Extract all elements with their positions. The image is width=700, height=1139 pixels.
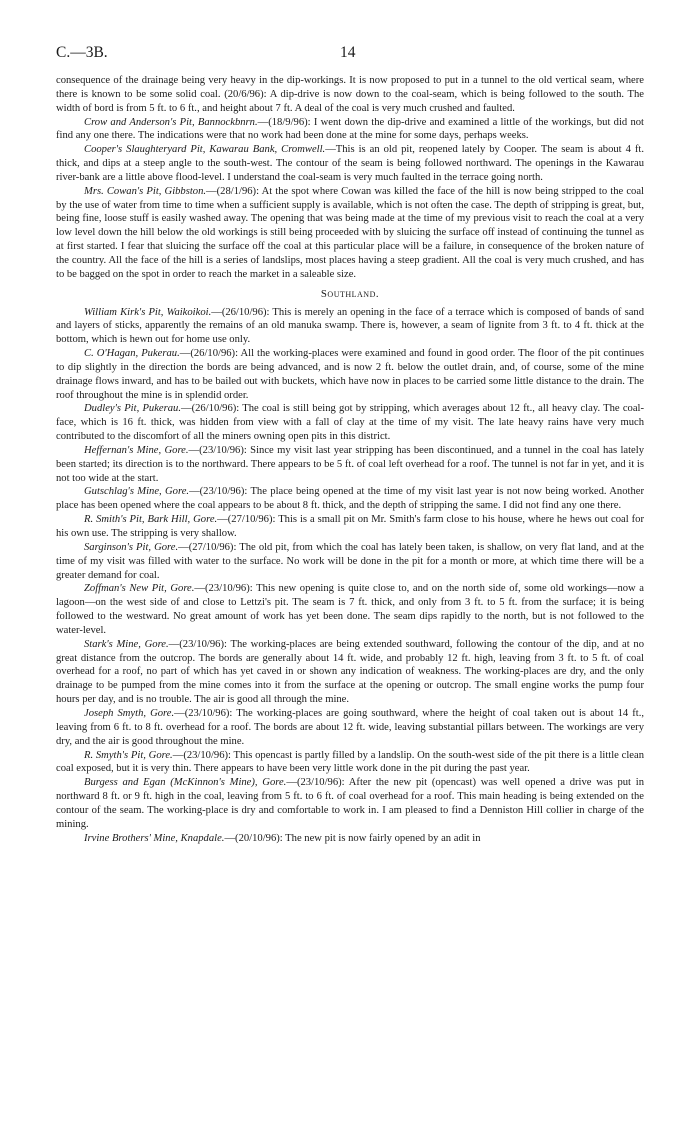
page-number: 14 bbox=[340, 44, 356, 61]
paragraph-title: Joseph Smyth, Gore. bbox=[84, 707, 175, 719]
document-reference: C.—3B. bbox=[56, 44, 108, 61]
paragraphs-after-section bbox=[56, 306, 644, 846]
paragraph-text: —(23/10/96): After the new pit (opencast) was well opened a drive was put in northward 8 ft. or 9 ft. high in the coal, leaving from 5 ft. to 6 ft. of coal overhead for a roof. This main heading is being extended on the contour of the seam. The working-place is dry and comfortable to work in. I am pleased to find a Denniston Hill collier in charge of the mining. bbox=[56, 777, 644, 830]
paragraph-title: Sarginson's Pit, Gore. bbox=[84, 541, 179, 553]
paragraph bbox=[56, 707, 644, 749]
paragraph bbox=[56, 485, 644, 513]
paragraph-text: —(23/10/96): The working-places are going southward, where the height of coal taken out is about 14 ft., leaving from 6 ft. to 8 ft. overhead for a roof. The bords are about 12 ft. wide, leaving substantial pillars between. The workings are very dry, and the air is good throughout the mine. bbox=[56, 707, 644, 747]
paragraph-title: Heffernan's Mine, Gore. bbox=[84, 444, 189, 456]
paragraph bbox=[56, 402, 644, 444]
paragraph bbox=[56, 832, 644, 846]
paragraph bbox=[56, 347, 644, 402]
paragraph-title: Dudley's Pit, Pukerau. bbox=[84, 403, 181, 415]
paragraph-title: Zoffman's New Pit, Gore. bbox=[84, 583, 195, 595]
paragraph bbox=[56, 143, 644, 185]
paragraphs-before-section bbox=[56, 74, 644, 282]
paragraph-text: —(23/10/96): The place being opened at the time of my visit last year is not now being worked. Another place has been opened where the coal appears to be about 8 ft. thick, and the depth of stripping the same. I did not find any one there. bbox=[56, 486, 644, 512]
paragraph-text: —(18/9/96): I went down the dip-drive and examined a little of the workings, but did not find any one there. The indications were that no work had been done at the mine for some days, perhaps weeks. bbox=[56, 116, 644, 142]
paragraph-title: Irvine Brothers' Mine, Knapdale. bbox=[84, 832, 225, 844]
paragraph-text: —(26/10/96): The coal is still being got by stripping, which averages about 12 ft., all heavy clay. The coal-face, which is 16 ft. thick, was hidden from view with a fall of clay at the time of my visit. The late heavy rains have very much contributed to the discomfort of all the miners owning open pits in this district. bbox=[56, 403, 644, 443]
paragraph bbox=[56, 513, 644, 541]
page-header bbox=[56, 44, 644, 74]
paragraph-title: C. O'Hagan, Pukerau. bbox=[84, 348, 180, 360]
paragraph-text: —(28/1/96): At the spot where Cowan was killed the face of the hill is now being stripped to the coal by the use of water from time to time when a sufficient supply is available, which is not often the case. The depth of stripping is great, but, being fine, loose stuff is easily washed away. The opening that was being made at the time of my previous visit to reach the coal at a very low level down the hill below the old workings is still being proceeded with by sluicing the surface off instead of continuing the tunnel as at first started. I fear that sluicing the surface off the coal at this particular place will be a failure, in consequence of the broken nature of the country. All the face of the hill is a series of landslips, most places having a steep gradient. All the coal is very much crushed, and has to be bagged on the spot in order to reach the market in a saleable size. bbox=[56, 185, 644, 280]
paragraph-title: Mrs. Cowan's Pit, Gibbston. bbox=[84, 185, 207, 197]
paragraph-text: —This is an old pit, reopened lately by Cooper. The seam is about 4 ft. thick, and dips at a steep angle to the south-west. The contour of the seam is being followed northward. The openings in the Kawarau river-bank are a little above flood-level. I understand the coal-seam is very much faulted in the terrace going north. bbox=[56, 144, 644, 183]
paragraph bbox=[56, 116, 644, 144]
paragraph bbox=[56, 582, 644, 637]
paragraph-title: Cooper's Slaughteryard Pit, Kawarau Bank, Cromwell. bbox=[84, 144, 326, 156]
paragraph-title: Crow and Anderson's Pit, Bannockbnrn. bbox=[84, 116, 258, 128]
paragraph-text: —(26/10/96): All the working-places were examined and found in good order. The floor of the pit continues to dip slightly in the direction the bords are being advanced, and is now 2 ft. below the outlet drain, and, of course, some of the mine drainage flows inward, and has to be bailed out with buckets, which have now in places to be carried some little distance to the drain. The roof throughout the mine is in splendid order. bbox=[56, 348, 644, 401]
paragraph-text: —(26/10/96): This is merely an opening in the face of a terrace which is composed of bands of sand and layers of sticks, apparently the remains of an old manuka swamp. There is, however, a seam of lignite from 3 ft. to 4 ft. thick at the bottom, which is hewn out for home use only. bbox=[56, 306, 644, 346]
paragraph-text: —(23/10/96): This new opening is quite close to, and on the north side of, some old workings—now a lagoon—on the west side of and close to Lettzi's pit. The seam is 7 ft. thick, and only from 3 ft. to 5 ft. from the surface; it is being followed to the westward. No great amount of work has yet been done. The seam dips rapidly to the north, but is not followed to the water-level. bbox=[56, 583, 644, 636]
paragraph bbox=[56, 306, 644, 348]
paragraph bbox=[56, 749, 644, 777]
paragraph-title: William Kirk's Pit, Waikoikoi. bbox=[84, 306, 212, 318]
paragraph-text: —(23/10/96): Since my visit last year stripping has been discontinued, and a tunnel in the coal has lately been started; its direction is to the northward. There appears to be 5 ft. of coal left overhead for a roof. The tunnel is not far in yet, and it is not too wide at the start. bbox=[56, 444, 644, 484]
document-page bbox=[56, 44, 644, 845]
document-body bbox=[56, 74, 644, 845]
paragraph-text: —(27/10/96): The old pit, from which the coal has lately been taken, is shallow, on very flat land, and at the time of my visit was filled with water to the surface. No work will be done in the pit for a month or more, at which time there will be a greater demand for coal. bbox=[56, 541, 644, 581]
paragraph-text: consequence of the drainage being very heavy in the dip-workings. It is now proposed to put in a tunnel to the old vertical seam, where there is known to be some solid coal. (20/6/96): A dip-drive is now down to the coal-seam, which is being followed to the south. The width of bord is from 5 ft. to 6 ft., and height about 7 ft. A deal of the coal is very much crushed and faulted. bbox=[56, 75, 644, 114]
paragraph-title: Gutschlag's Mine, Gore. bbox=[84, 486, 190, 498]
paragraph-title: Burgess and Egan (McKinnon's Mine), Gore. bbox=[84, 777, 287, 789]
paragraph-title: R. Smyth's Pit, Gore. bbox=[84, 749, 173, 761]
paragraph bbox=[56, 776, 644, 831]
section-heading: Southland. bbox=[320, 287, 380, 300]
paragraph bbox=[56, 185, 644, 282]
paragraph bbox=[56, 541, 644, 583]
paragraph-title: Stark's Mine, Gore. bbox=[84, 638, 169, 650]
paragraph-text: —(20/10/96): The new pit is now fairly opened by an adit in bbox=[224, 832, 481, 844]
paragraph-text: —(23/10/96): This opencast is partly filled by a landslip. On the south-west side of the pit there is a little clean coal exposed, but it is very thin. There appears to have been very little work done in the pit during the past year. bbox=[56, 749, 644, 775]
paragraph-text: —(23/10/96): The working-places are being extended southward, following the contour of the dip, and at no great distance from the outcrop. The bords are generally about 14 ft. wide, and probably 12 ft. high, leaving from 3 ft. to 5 ft. of coal overhead for a roof, no part of which has yet caved in or shown any indication of weakness. The working-places are dry, and the only drainage to be pumped from the mine comes into it from the surface at the opening or outcrop. The small engine works the pump four hours per day, and is no trouble. The air is good all through the mine. bbox=[56, 638, 644, 706]
paragraph bbox=[56, 638, 644, 707]
paragraph bbox=[56, 74, 644, 116]
paragraph bbox=[56, 444, 644, 486]
paragraph-title: R. Smith's Pit, Bark Hill, Gore. bbox=[84, 514, 218, 526]
paragraph-text: —(27/10/96): This is a small pit on Mr. Smith's farm close to his house, where he hews out coal for his own use. The stripping is very shallow. bbox=[56, 514, 644, 539]
